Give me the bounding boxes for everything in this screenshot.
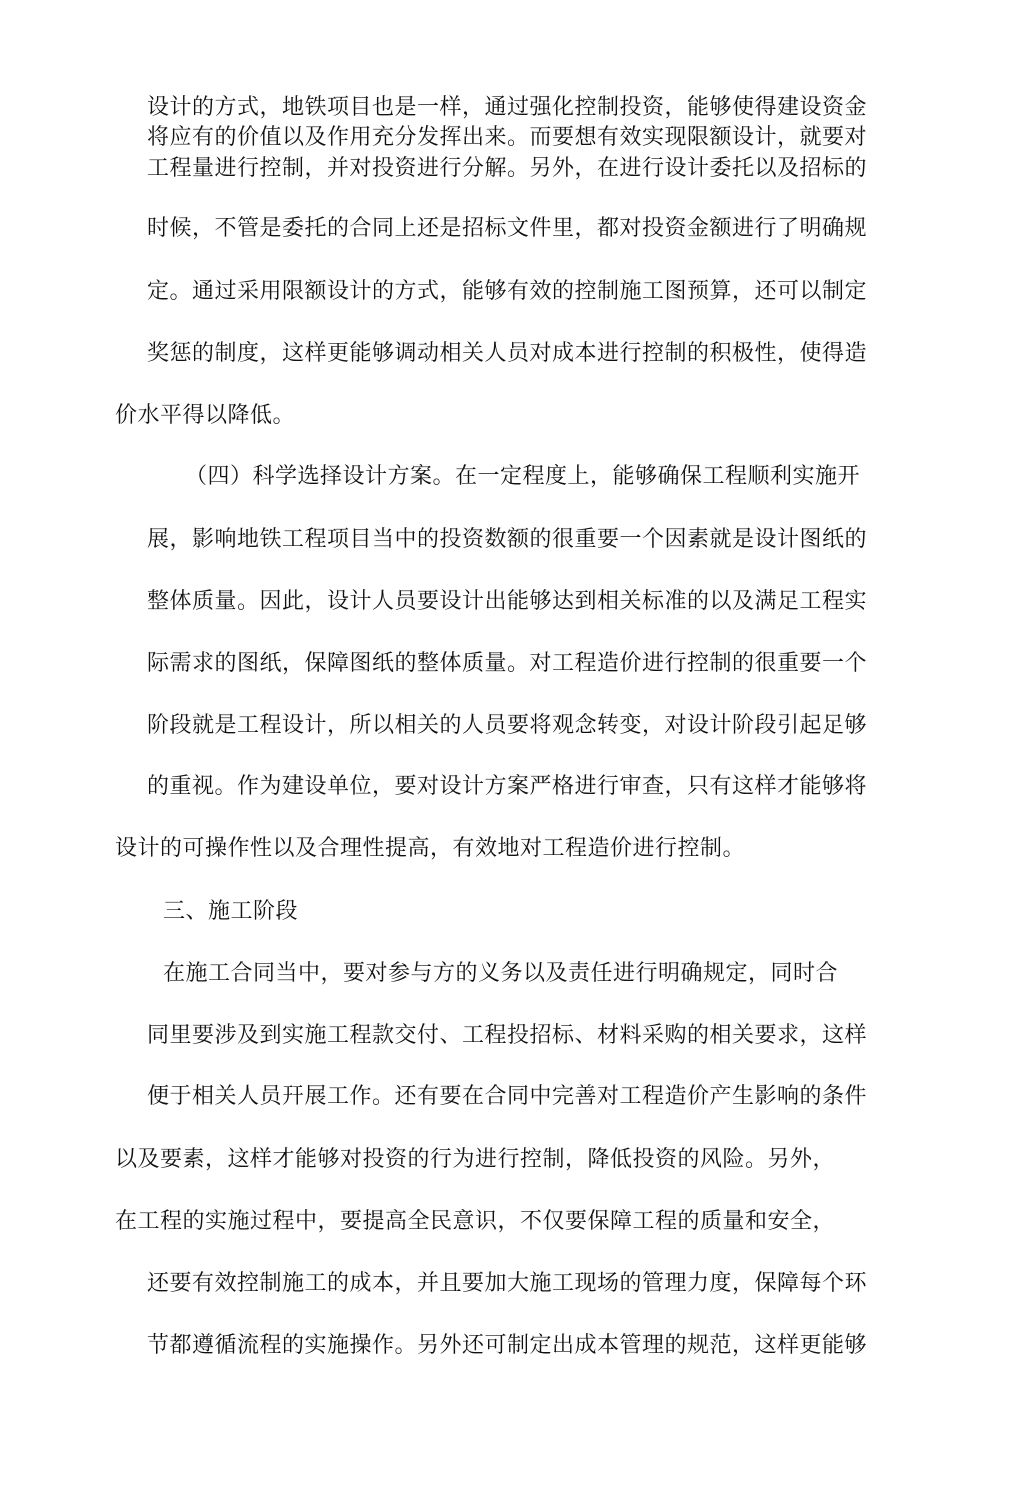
paragraph-line: 在施工合同当中，要对参与方的义务以及责任进行明确规定，同时合 [163, 961, 839, 986]
paragraph-line: 的重视。作为建设单位，要对设计方案严格进行审查，只有这样才能够将 [147, 774, 868, 799]
paragraph-line: 同里要涉及到实施工程款交付、工程投招标、材料采购的相关要求，这样 [147, 1023, 868, 1048]
paragraph-line: 际需求的图纸，保障图纸的整体质量。对工程造价进行控制的很重要一个 [147, 651, 868, 676]
paragraph-line: 以及要素，这样才能够对投资的行为进行控制，降低投资的风险。另外， [115, 1147, 836, 1172]
paragraph-line: 设计的方式，地铁项目也是一样，通过强化控制投资，能够使得建设资金 [147, 95, 868, 120]
paragraph-line: 工程量进行控制，并对投资进行分解。另外，在进行设计委托以及招标的 [147, 156, 868, 181]
paragraph-line: 节都遵循流程的实施操作。另外还可制定出成本管理的规范，这样更能够 [147, 1333, 868, 1358]
section-heading: 三、施工阶段 [163, 899, 299, 924]
paragraph-line: 便于相关人员幵展工作。还有要在合同中完善对工程造价产生影响的条件 [147, 1084, 868, 1109]
paragraph-line: 价水平得以降低。 [115, 403, 296, 428]
paragraph-line: 设计的可操作性以及合理性提高，有效地对工程造价进行控制。 [115, 836, 746, 861]
paragraph-line: 时候，不管是委托的合同上还是招标文件里，都对投资金额进行了明确规 [147, 216, 868, 241]
paragraph-line: 奖惩的制度，这样更能够调动相关人员对成本进行控制的积极性，使得造 [147, 341, 868, 366]
paragraph-line: 将应有的价值以及作用充分发挥出来。而要想有效实现限额设计，就要对 [147, 125, 868, 150]
paragraph-line: 整体质量。因此，设计人员要设计出能够达到相关标准的以及满足工程实 [147, 589, 868, 614]
paragraph-line: 阶段就是工程设计，所以相关的人员要将观念转变，对设计阶段引起足够 [147, 713, 868, 738]
section-heading: （四）科学选择设计方案。在一定程度上，能够确保工程顺利实施开 [185, 464, 861, 489]
paragraph-line: 定。通过采用限额设计的方式，能够有效的控制施工图预算，还可以制定 [147, 279, 868, 304]
paragraph-line: 展，影响地铁工程项目当中的投资数额的很重要一个因素就是设计图纸的 [147, 527, 868, 552]
paragraph-line: 在工程的实施过程中，要提高全民意识，不仅要保障工程的质量和安全， [115, 1209, 836, 1234]
paragraph-line: 还要有效控制施工的成本，并且要加大施工现场的管理力度，保障每个环 [147, 1271, 868, 1296]
